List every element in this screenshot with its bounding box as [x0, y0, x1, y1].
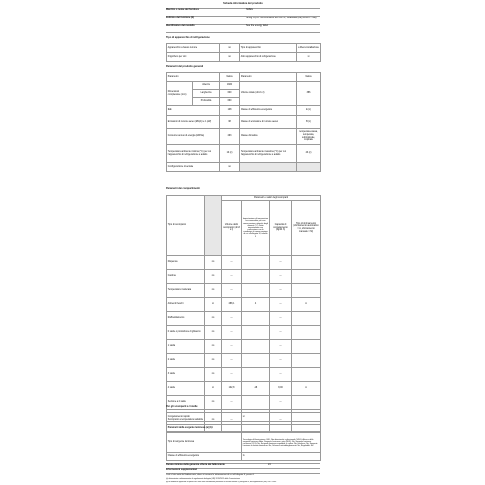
supplier-value: SMEG [246, 8, 254, 11]
cell: Sezione a 2 stelle [167, 396, 205, 410]
cell: Temperatura moderata [167, 284, 205, 298]
cell: Configurazione invernale [167, 163, 220, 172]
cell [242, 284, 270, 298]
compartments-heading: Parametri dei compartimenti [166, 187, 200, 190]
header-cell: Impostazione di temperatura raccomandata per una conservazione ottimale degli alimenti (°C) Dette impostazioni non contrastano con le condizioni di conservazione di cui all'allegato IV, tabella 3 [242, 201, 270, 256]
cell: A [292, 298, 321, 312]
cell: Dimensioni complessive (mm) [167, 82, 193, 106]
cell: 4 [242, 298, 270, 312]
manufacturer-link-note: Link al sito web del fabbricante, dove si trovano le informazioni di cui all'allegato II, punto 4: [166, 474, 255, 476]
cell: Temperatura ambiente massima (°C) per cui l'apparecchio di refrigerazione è adatto [240, 145, 297, 163]
cell: — [222, 410, 242, 432]
cell: Dispensa [167, 256, 205, 270]
cell [292, 312, 321, 326]
cell: — [270, 410, 292, 432]
cell [242, 368, 270, 382]
cell: Tipo di apparecchio [240, 44, 297, 53]
cell [242, 396, 270, 410]
cell: no [220, 53, 240, 62]
cell: Classe di efficienza energetica [240, 106, 297, 116]
cell: Congelamento rapido [167, 413, 242, 422]
cell: no [220, 44, 240, 53]
cell: — [222, 340, 242, 354]
cell: 43 (c) [297, 145, 321, 163]
cell: Altezza [193, 82, 220, 90]
cell: sì [205, 382, 222, 396]
cell: no [205, 396, 222, 410]
cell [242, 340, 270, 354]
cell: G [242, 453, 321, 461]
header-cell: Valore [220, 73, 240, 82]
cell: Frigorifero per vini [167, 53, 220, 62]
cell [242, 425, 321, 433]
cell: a libera installazione [297, 44, 321, 53]
cell: sì [297, 53, 321, 62]
cell: — [222, 284, 242, 298]
cell: Emissioni di rumore aereo (dB(A) re 1 pW) [167, 116, 220, 129]
cell: Tecnologia di illuminazione: LED, Non direzionale o direzionale: NDLS, Attacco della sorgente luminosa: Altro, Sorgente luminosa a rete (MLS): No, Sorgente luminosa connessa (CLS): No, Sorgente luminosa regolabile in colore: No, Involucro: No, Sorgente luminosa a elevata luminanza: No, Schermo anti-abbagliamento: No, Regolabile: No [242, 433, 321, 453]
header-cell: Valore [297, 73, 321, 82]
cell: — [222, 354, 242, 368]
table-row [167, 354, 321, 368]
cell: Raffreddamento [167, 312, 205, 326]
cell: sì [205, 298, 222, 312]
warranty-label: Durata minima della garanzia offerta dal fabbricante [166, 463, 225, 466]
cell: 4 stelle [167, 382, 205, 396]
appliance-type-heading: Tipo di apparecchio di refrigerazione [166, 36, 210, 39]
table-row [167, 116, 321, 129]
table-row [167, 340, 321, 354]
warranty-value: 24 [268, 463, 271, 466]
cell: Altro apparecchio di refrigerazione [240, 53, 297, 62]
cell: — [270, 396, 292, 410]
cell [297, 163, 321, 172]
table-row [167, 106, 321, 116]
header-cell: Tipo di sbrinamento (sbrinamento automatico = A, sbrinamento manuale = M) [292, 201, 321, 256]
cell: — [222, 256, 242, 270]
divider [166, 32, 320, 33]
cell [292, 340, 321, 354]
model-label: Identificativo del modello [166, 24, 195, 27]
cell: IEE [167, 106, 220, 116]
cell: 293 [220, 129, 240, 145]
cell [292, 284, 321, 298]
cell [292, 396, 321, 410]
cell: no [205, 312, 222, 326]
cell [242, 312, 270, 326]
cell: Cantina [167, 270, 205, 284]
cell: — [270, 312, 292, 326]
cell: Classe di efficienza energetica [167, 453, 242, 461]
cell: — [270, 368, 292, 382]
cell [292, 368, 321, 382]
header-cell: Parametro [167, 73, 220, 82]
cell: Profondità [193, 98, 220, 106]
cell: A [292, 382, 321, 396]
table-row [167, 129, 321, 145]
cell: no [205, 284, 222, 298]
header-cell: Parametro [240, 73, 297, 82]
model-value: See the energy label [246, 24, 268, 27]
header-cell: Parametri e valori degli scomparti [222, 196, 321, 201]
cell: — [270, 270, 292, 284]
header-cell [205, 196, 222, 256]
cell: — [270, 340, 292, 354]
cell: 1 stella [167, 340, 205, 354]
table-header-row [167, 73, 321, 82]
cell [240, 163, 297, 172]
table-row [167, 368, 321, 382]
cell [242, 256, 270, 270]
table-row [167, 163, 321, 172]
table-row [167, 53, 321, 62]
cell: Volume totale (dm3 o l) [240, 82, 297, 106]
table-row [167, 433, 321, 453]
table-row [167, 145, 321, 163]
cell: 8,00 [270, 382, 292, 396]
four-star-table [166, 412, 321, 422]
cell: Tipo di sorgente luminosa [167, 433, 242, 453]
cell: 1820 [220, 82, 240, 90]
cell: no [205, 368, 222, 382]
cell: Consumo annuo di energia (kWh/a) [167, 129, 220, 145]
cell: no [205, 340, 222, 354]
cell: — [270, 354, 292, 368]
cell: 660 [220, 98, 240, 106]
cell: 386 [297, 82, 321, 106]
light-source-table [166, 424, 321, 461]
table-row [167, 453, 321, 461]
cell: no [205, 270, 222, 284]
cell: no [205, 410, 222, 432]
cell: -18 [242, 382, 270, 396]
cell: Alimenti freschi [167, 298, 205, 312]
cell: — [270, 298, 292, 312]
header-cell: Tipo di scomparto [167, 196, 205, 256]
cell: B (c) [297, 116, 321, 129]
general-parameters-heading: Parametri del prodotto generali [166, 65, 204, 68]
cell: 108 [220, 106, 240, 116]
extra-info-heading: Informazioni supplementari [166, 468, 198, 471]
table-row [167, 326, 321, 340]
table-row [167, 413, 321, 422]
cell: 288,1 [222, 298, 242, 312]
cell [292, 270, 321, 284]
header-cell: Volume dello scomparto (dm3 o l) [222, 201, 242, 256]
supplier-label: Marchio o nome del fornitore [166, 8, 199, 11]
cell: Classe climatica [240, 129, 297, 145]
cell: — [270, 326, 292, 340]
cell: — [222, 312, 242, 326]
cell: Temperatura ambiente minima (°C) per cui l'apparecchio di refrigerazione è adatto [167, 145, 220, 163]
cell [242, 326, 270, 340]
cell: Classe di emissione di rumore aereo [240, 116, 297, 129]
cell: temperata estesa, temperata, subtropicale, tropicale [297, 129, 321, 145]
appliance-type-table [166, 43, 321, 62]
table-row [167, 44, 321, 53]
cell: E (c) [297, 106, 321, 116]
cell: 600 [220, 90, 240, 98]
cell: 10 (c) [220, 145, 240, 163]
footnote-a: (a) determinato conformemente al regolamento delegato (UE) 2019/2015 della Commissione [166, 478, 240, 480]
general-parameters-table [166, 72, 321, 172]
cell: no [205, 326, 222, 340]
cell: no [205, 256, 222, 270]
cell: 102,8 [222, 382, 242, 396]
cell [292, 326, 321, 340]
cell: 2 stelle [167, 354, 205, 368]
footnote-b: (b) le modifiche apportate a queste voci non sono considerate pertinenti ai fini dell'articolo 4, paragrafo 4, del regolamento (UE) 2017/1369. [166, 481, 277, 483]
cell: 38 [220, 116, 240, 129]
cell [242, 270, 270, 284]
compartments-table [166, 195, 321, 432]
table-row [167, 270, 321, 284]
table-row [167, 425, 321, 433]
address-value: Smeg S.p.A. Via Leonardo da Vinci 4, Guastalla (RE) 42016 – Italy [246, 17, 317, 19]
cell: — [222, 326, 242, 340]
table-row [167, 284, 321, 298]
table-row [167, 312, 321, 326]
cell: — [222, 368, 242, 382]
table-row [167, 82, 321, 90]
cell: Larghezza [193, 90, 220, 98]
cell: sì [242, 413, 321, 422]
sheet-title: Scheda informativa del prodotto [223, 2, 263, 5]
cell: Parametri della sorgente luminosa (a) (b): [167, 425, 242, 433]
cell: Scomparto a temperatura variabile [167, 410, 205, 432]
cell: Apparecchio a basso rumore [167, 44, 220, 53]
cell [292, 256, 321, 270]
table-row [167, 256, 321, 270]
cell: no [205, 354, 222, 368]
cell [292, 354, 321, 368]
cell: 3 stelle [167, 368, 205, 382]
address-label: Indirizzo del fornitore (b) [166, 16, 195, 19]
header-cell: Capacità di congelamento (kg/24 h) [270, 201, 292, 256]
table-row [167, 298, 321, 312]
cell [242, 354, 270, 368]
four-star-heading: Per gli scomparti a 4 stelle [166, 405, 198, 408]
cell: — [222, 396, 242, 410]
cell: — [222, 270, 242, 284]
cell: no [220, 163, 240, 172]
cell: 0 stelle o produzione di ghiaccio [167, 326, 205, 340]
table-row [167, 382, 321, 396]
cell: — [270, 256, 292, 270]
cell: — [270, 284, 292, 298]
